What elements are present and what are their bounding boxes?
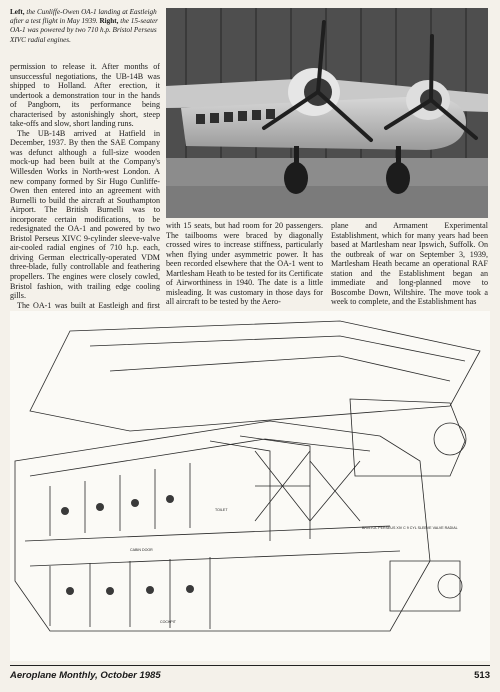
paragraph: The UB-14B arrived at Hatfield in December, 1937. By then the SAE Company was defunct although a full-size wooden mock-up had been built at the Company's Willesden Works in North-west London. A new company formed by Sir Hugo Cunliffe-Owen then entered into an agreement with Burnelli to build the aircraft at Southampton Airport. The British Burnelli was to incorporate certain modifications, to be redesignated the OA-1 and powered by two Bristol Perseus XIVC 9-cylinder sleeve-valve air-cooled radial engines of 710 h.p. each, driving German electrically-operated VDM three-blade, fully controllable and feathering propellers. The engines were closely cowled, Bristol fashion, with trailing edge cooling gills. [10,128,160,301]
paragraph: with 15 seats, but had room for 20 passengers. The tailbooms were braced by diagonally crossed wires to increase stiffness, particularly when flying under asymmetric power. It has been recorded elsewhere that the OA-1 went to Martlesham Heath to be tested for its Certificate of Airworthiness in 1940. The date is a little misleading. It was customary in those days for all aircraft to be tested by the Aero- [166,221,323,307]
page-footer [10,665,490,684]
magazine-title: Aeroplane Monthly, October 1985 [10,670,161,681]
engine-label: BRISTOL PERSEUS XIV C 9 CYL SLEEVE VALVE RADIAL [362,526,458,530]
article-column-2 [166,221,323,307]
cutaway-drawing [10,311,490,661]
caption-lead-left: Left, [10,8,25,16]
cabin-door-label: CABIN DOOR [130,548,153,552]
article-column-1 [10,62,160,329]
photo-caption [10,8,160,45]
aircraft-photo-drawing [166,8,488,218]
cutaway-illustration [10,311,490,661]
paragraph: plane and Armament Experimental Establishment, which for many years had been based at Martlesham near Ipswich, Suffolk. On the outbreak of war on September 3, 1939, Martlesham Heath became an operational RAF station and the Establishment began an immediate and long-planned move to Boscombe Down, Wiltshire. The move took a week to complete, and the Establishment has [331,221,488,307]
cockpit-label: COCKPIT [160,620,176,624]
caption-text-1: the Cunliffe-Owen OA-1 landing at Eastleigh after a test flight in May 1939. [10,8,157,26]
caption-lead-right: Right, [99,17,119,26]
toilet-label: TOILET [215,508,228,512]
paragraph: permission to release it. After months of unsuccessful negotiations, the UB-14B was shipped to Holland. After erection, it undertook a demonstration tour in the hands of Pangborn, its performance being characterised by astonishingly short, steep take-offs and slow, short landing runs. [10,62,160,129]
caption-text-2: the 15-seater OA-1 was powered by two 710 h.p. Bristol Perseus XIVC radial engines. [10,17,158,44]
page-number: 513 [474,670,490,681]
article-column-3 [331,221,488,307]
paragraph: The OA-1 was built at Eastleigh and first [17,300,160,310]
aircraft-photo [166,8,488,218]
